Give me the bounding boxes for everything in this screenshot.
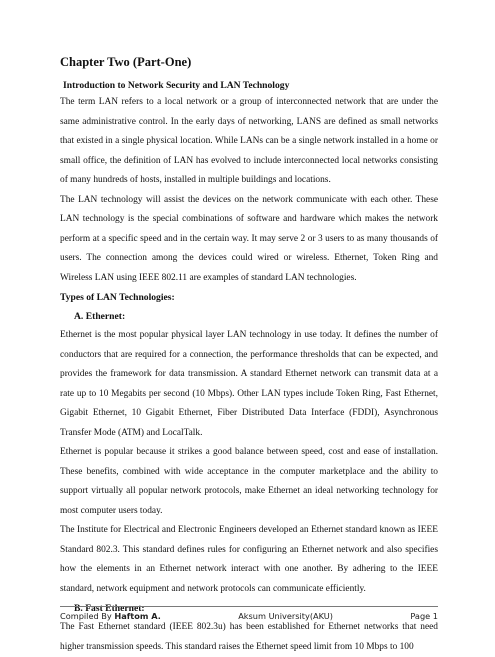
paragraph-ethernet-intro: Ethernet is the most popular physical layer LAN technology in use today. It defines the number of conductors that are required for a connection, the performance thresholds that can be expected, and provides the framework for data transmission. A standard Ethernet network can transmit data at a rate up to 10 Megabits per second (10 Mbps). Other LAN types include Token Ring, Fast Ethernet, Gigabit Ethernet, 10 Gigabit Ethernet, Fiber Distributed Data Interface (FDDI), Asynchronous Transfer Mode (ATM) and LocalTalk. (60, 330, 438, 438)
chapter-title: Chapter Two (Part-One) (60, 55, 192, 69)
paragraph-lan-technology: The LAN technology will assist the devices on the network communicate with each other. These LAN technology is the special combinations of software and hardware which makes the network perform at a specific speed and in the certain way. It may serve 2 or 3 users to as many thousands of users. The connection among the devices could wired or wireless. Ethernet, Token Ring and Wireless LAN using IEEE 802.11 are examples of standard LAN technologies. (60, 194, 438, 283)
footer-institution: Aksum University(AKU) (238, 611, 333, 621)
paragraph-ethernet-popularity: Ethernet is popular because it strikes a good balance between speed, cost and ease of installation. These benefits, combined with wide acceptance in the computer marketplace and the ability to support virtually all popular network protocols, make Ethernet an ideal networking technology for most computer users today. (60, 447, 438, 516)
footer-page-number: Page 1 (410, 611, 438, 621)
page-footer (60, 606, 438, 621)
paragraph-lan-definition: The term LAN refers to a local network or a group of interconnected network that are under the same administrative control. In the early days of networking, LANS are defined as small networks that existed in a single physical location. While LANs can be a single network installed in a home or small office, the definition of LAN has evolved to include interconnected local networks consisting of many hundreds of hosts, installed in multiple buildings and locations. (60, 97, 438, 185)
footer-author (60, 611, 161, 621)
paragraph-fast-ethernet: The Fast Ethernet standard (IEEE 802.3u) has been established for Ethernet networks that need higher transmission speeds. This standard raises the Ethernet speed limit from 10 Mbps to 100 (60, 622, 438, 652)
footer-author-name: Haftom A. (114, 611, 161, 621)
heading-ethernet: A. Ethernet: (74, 311, 126, 322)
section-title: Introduction to Network Security and LAN Technology (63, 80, 290, 91)
page-content (60, 55, 438, 657)
footer-compiled-by: Compiled By (60, 611, 115, 621)
heading-types-of-lan: Types of LAN Technologies: (60, 292, 175, 303)
heading-fast-ethernet: B. Fast Ethernet: (74, 603, 145, 614)
paragraph-ieee-standard: The Institute for Electrical and Electronic Engineers developed an Ethernet standard known as IEEE Standard 802.3. This standard defines rules for configuring an Ethernet network and also specifies how the elements in an Ethernet network interact with one another. By adhering to the IEEE standard, network equipment and network protocols can communicate efficiently. (60, 525, 438, 594)
